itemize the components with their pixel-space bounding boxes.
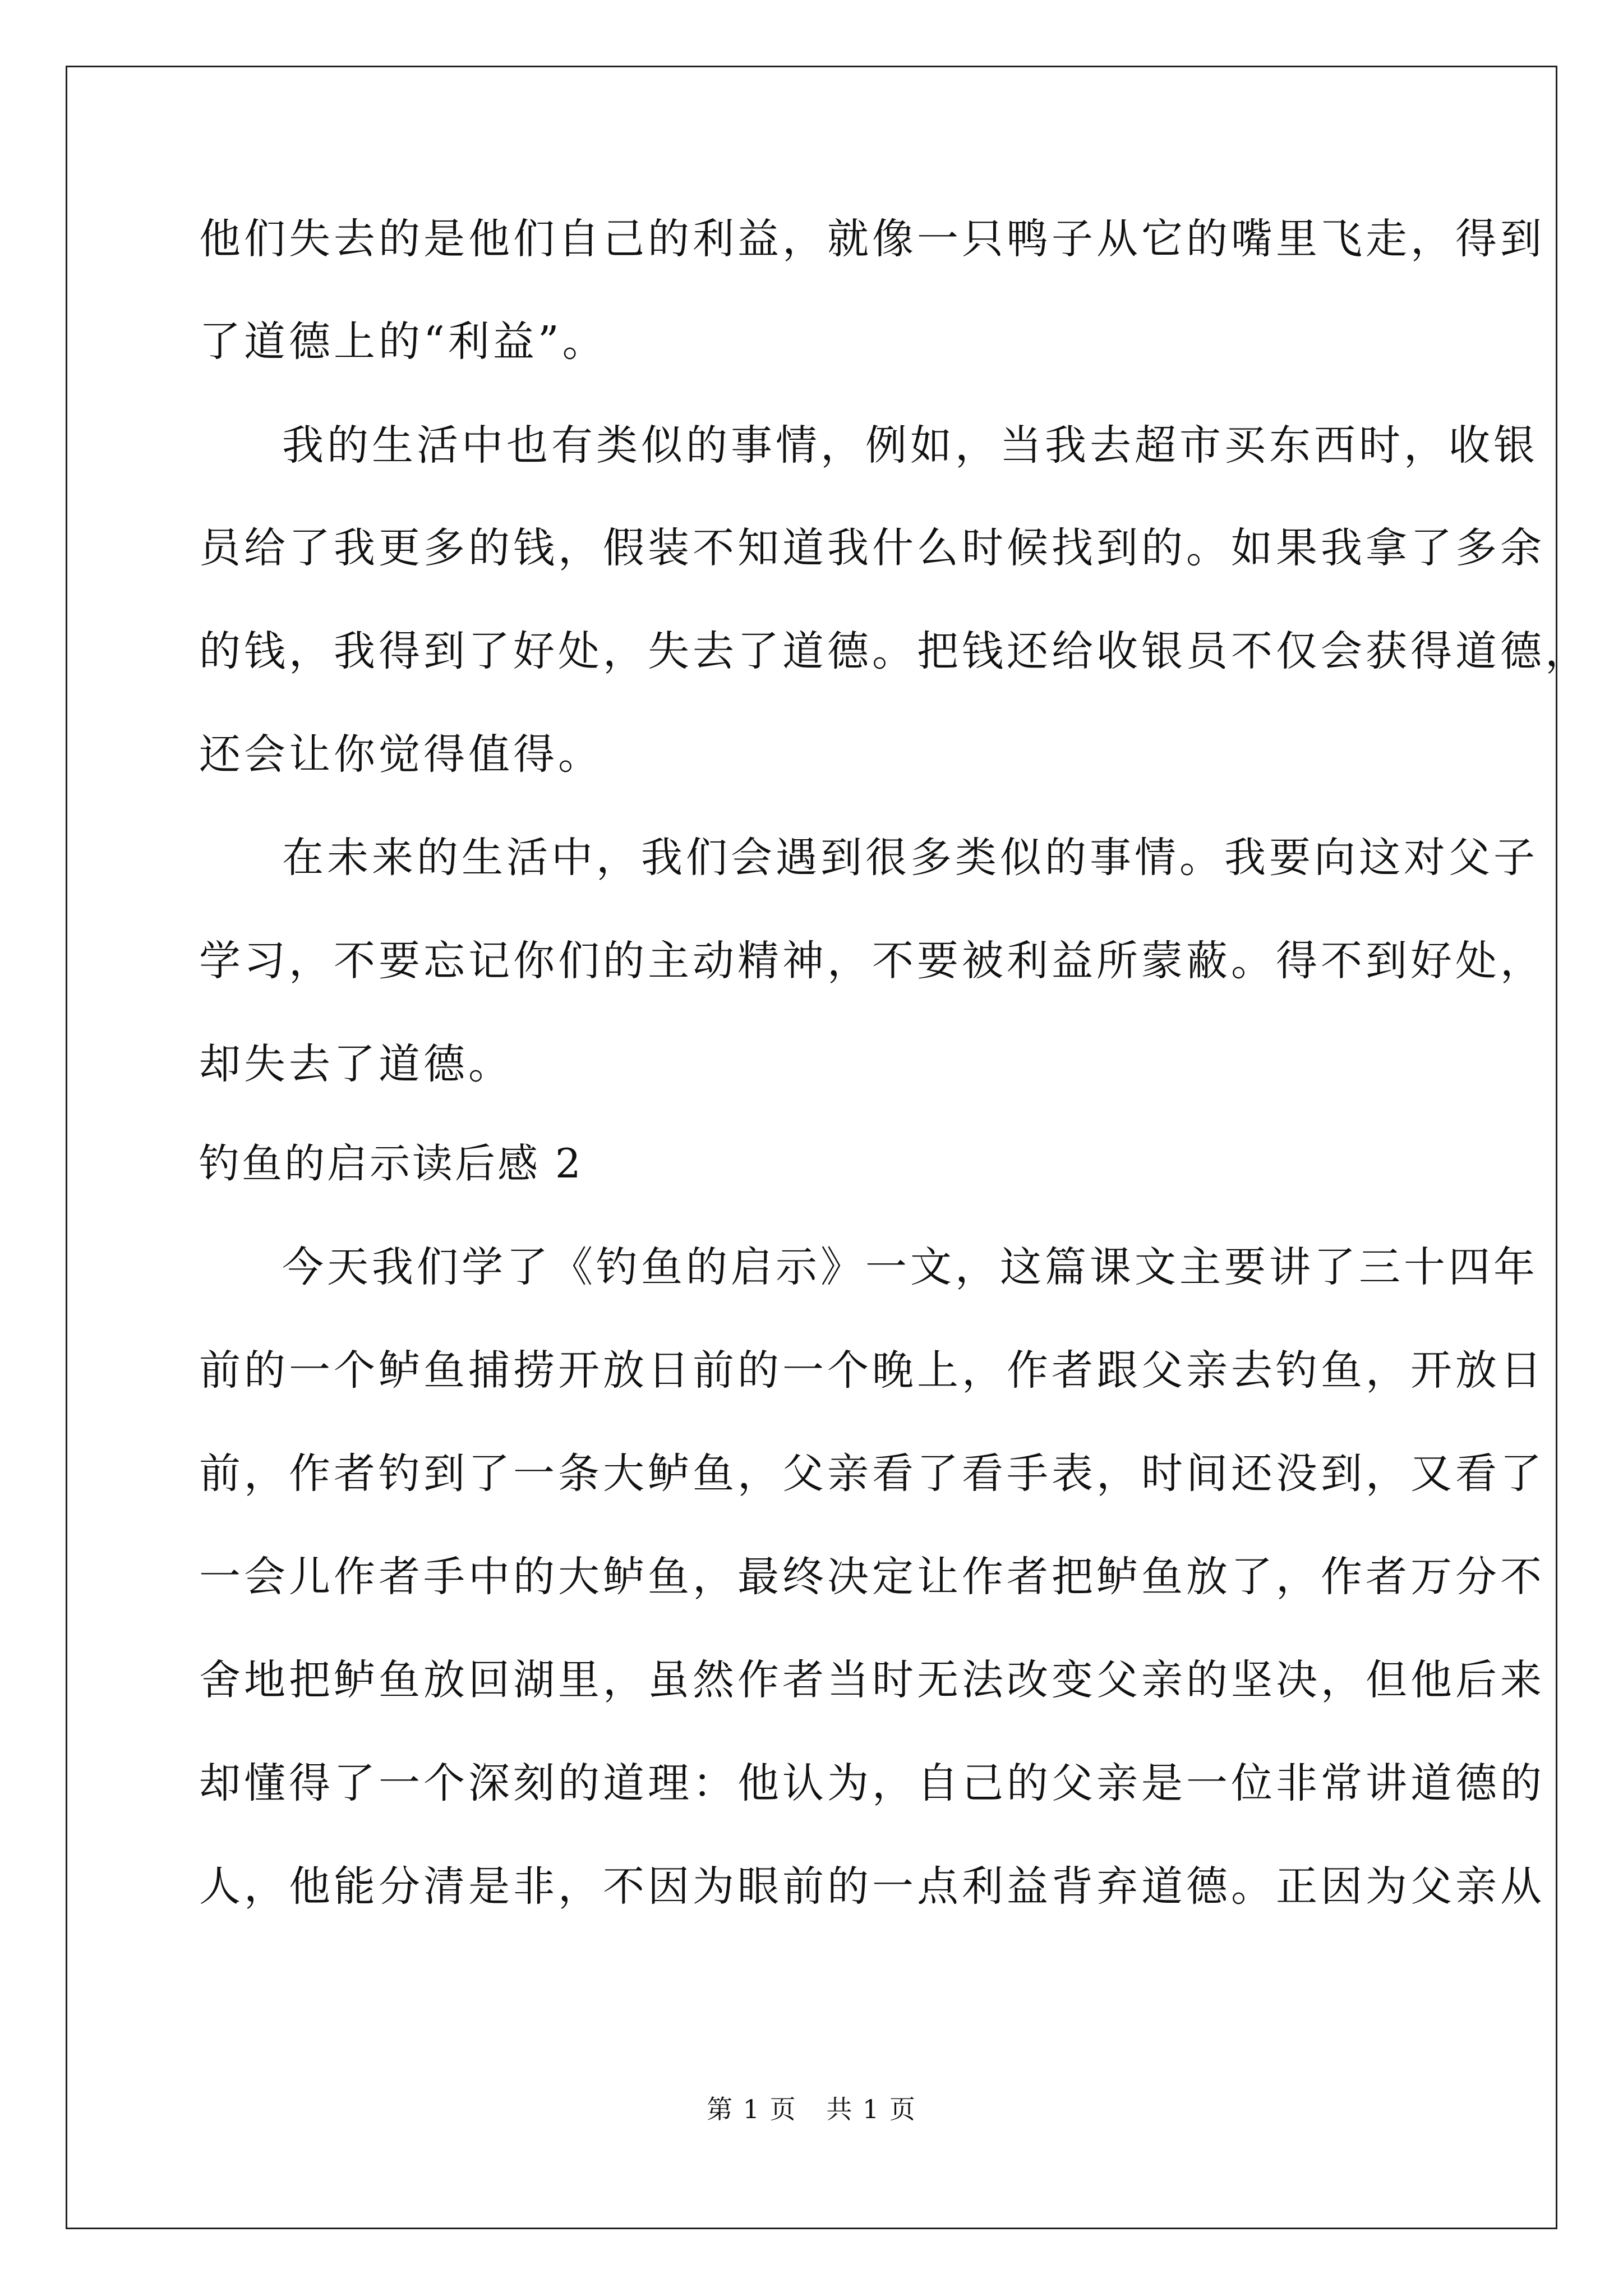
text-line: 的钱，我得到了好处，失去了道德。把钱还给收银员不仅会获得道德， [199, 627, 1590, 675]
paragraph-start-line: 今天我们学了《钓鱼的启示》一文，这篇课文主要讲了三十四年 [282, 1243, 1538, 1291]
text-line: 还会让你觉得值得。 [199, 730, 603, 779]
text-line: 却失去了道德。 [199, 1040, 513, 1088]
text-line: 了道德上的“利益”。 [199, 318, 607, 366]
text-line: 他们失去的是他们自己的利益，就像一只鸭子从它的嘴里飞走，得到 [199, 215, 1545, 263]
section-heading: 钓鱼的启示读后感 2 [199, 1140, 583, 1187]
text-line: 学习，不要忘记你们的主动精神，不要被利益所蒙蔽。得不到好处， [199, 937, 1545, 985]
paragraph-start-line: 在未来的生活中，我们会遇到很多类似的事情。我要向这对父子 [282, 834, 1538, 882]
text-line: 舍地把鲈鱼放回湖里，虽然作者当时无法改变父亲的坚决，但他后来 [199, 1656, 1545, 1704]
page-footer [0, 2092, 1623, 2126]
text-line: 一会儿作者手中的大鲈鱼，最终决定让作者把鲈鱼放了，作者万分不 [199, 1553, 1545, 1601]
text-line: 员给了我更多的钱，假装不知道我什么时候找到的。如果我拿了多余 [199, 524, 1545, 572]
text-line: 人，他能分清是非，不因为眼前的一点利益背弃道德。正因为父亲从 [199, 1862, 1545, 1911]
text-line: 前的一个鲈鱼捕捞开放日前的一个晚上，作者跟父亲去钓鱼，开放日 [199, 1346, 1545, 1395]
paragraph-start-line: 我的生活中也有类似的事情，例如，当我去超市买东西时，收银 [282, 421, 1538, 470]
page-total: 共 1 页 [826, 2094, 916, 2124]
page-number: 第 1 页 [707, 2094, 797, 2124]
text-line: 前，作者钓到了一条大鲈鱼，父亲看了看手表，时间还没到，又看了 [199, 1450, 1545, 1498]
text-line: 却懂得了一个深刻的道理：他认为，自己的父亲是一位非常讲道德的 [199, 1759, 1545, 1807]
